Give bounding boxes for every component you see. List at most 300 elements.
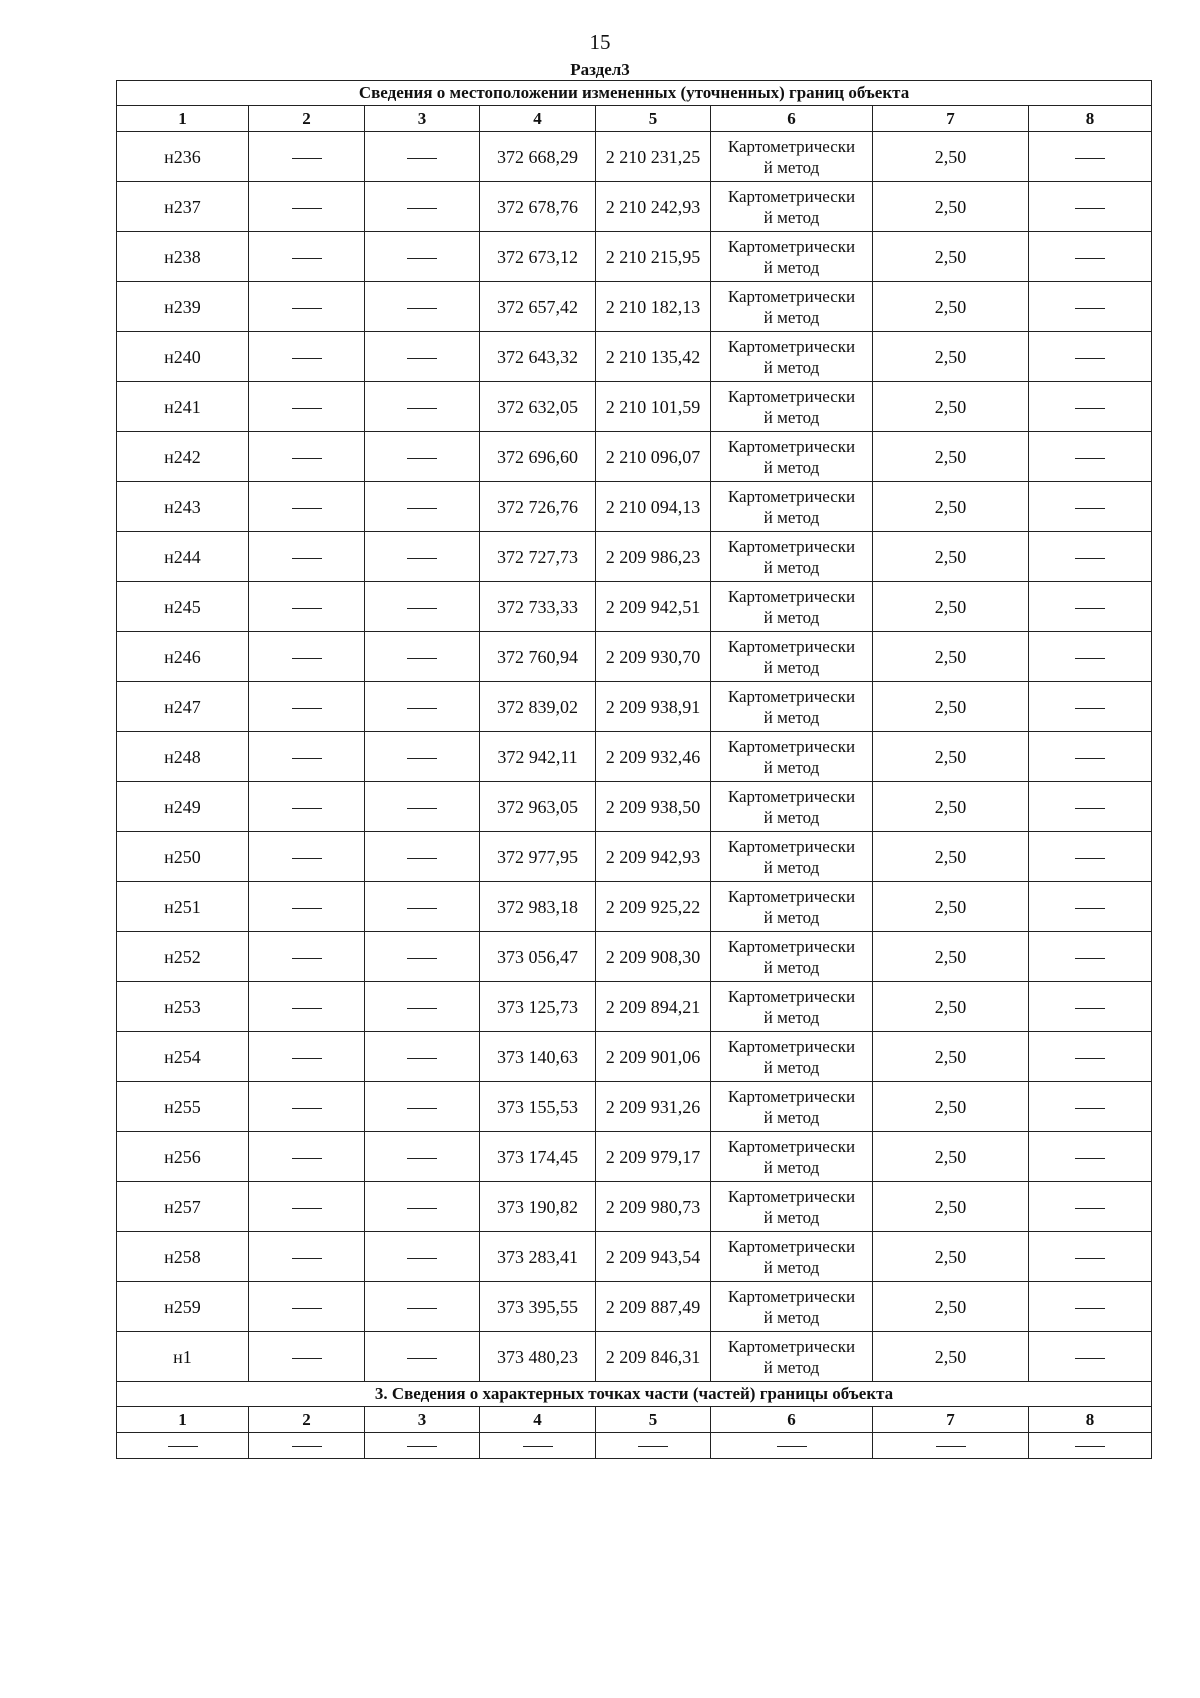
table-row [117, 932, 1152, 982]
method-line: й метод [763, 1357, 820, 1377]
method-line: й метод [763, 507, 820, 527]
coordinate-y: 2 209 908,30 [596, 932, 711, 982]
table-row [117, 732, 1152, 782]
accuracy-value: 2,50 [873, 482, 1029, 532]
method-cell [711, 632, 873, 682]
point-name: н251 [117, 882, 249, 932]
coordinate-y: 2 209 925,22 [596, 882, 711, 932]
empty-cell [249, 432, 365, 482]
dash-mark [1075, 308, 1105, 309]
column-number-row [117, 1407, 1152, 1433]
coordinate-y: 2 209 942,51 [596, 582, 711, 632]
method-line: Картометрически [727, 1086, 856, 1106]
empty-cell [365, 382, 480, 432]
method-line: й метод [763, 307, 820, 327]
empty-cell [249, 482, 365, 532]
table-row [117, 782, 1152, 832]
empty-cell [365, 1332, 480, 1382]
table-body [117, 81, 1152, 1459]
method-line: Картометрически [727, 1336, 856, 1356]
empty-cell [365, 432, 480, 482]
empty-cell [249, 282, 365, 332]
empty-cell [249, 982, 365, 1032]
method-cell [711, 232, 873, 282]
dash-mark [292, 458, 322, 459]
dash-mark [407, 1258, 437, 1259]
point-name: н241 [117, 382, 249, 432]
method-cell [711, 1182, 873, 1232]
dash-mark [407, 558, 437, 559]
method-line: Картометрически [727, 636, 856, 656]
table-row [117, 1132, 1152, 1182]
coordinate-x: 372 727,73 [480, 532, 596, 582]
method-cell [711, 182, 873, 232]
coordinate-y: 2 209 980,73 [596, 1182, 711, 1232]
empty-cell [249, 332, 365, 382]
coordinate-y: 2 210 215,95 [596, 232, 711, 282]
coordinate-y: 2 210 096,07 [596, 432, 711, 482]
empty-cell [1029, 1232, 1152, 1282]
empty-cell [1029, 1433, 1152, 1459]
table-row [117, 682, 1152, 732]
dash-mark [292, 608, 322, 609]
empty-cell [365, 1032, 480, 1082]
method-cell [711, 1232, 873, 1282]
empty-cell [249, 182, 365, 232]
coordinate-y: 2 210 182,13 [596, 282, 711, 332]
table-row [117, 1332, 1152, 1382]
accuracy-value: 2,50 [873, 882, 1029, 932]
accuracy-value: 2,50 [873, 532, 1029, 582]
coordinate-x: 373 395,55 [480, 1282, 596, 1332]
dash-mark [407, 608, 437, 609]
coordinate-x: 372 839,02 [480, 682, 596, 732]
dash-mark [1075, 1058, 1105, 1059]
coordinate-y: 2 209 901,06 [596, 1032, 711, 1082]
dash-mark [292, 658, 322, 659]
empty-cell [249, 732, 365, 782]
dash-mark [407, 658, 437, 659]
dash-mark [292, 1358, 322, 1359]
coordinate-x: 373 140,63 [480, 1032, 596, 1082]
table-row [117, 882, 1152, 932]
accuracy-value: 2,50 [873, 1132, 1029, 1182]
dash-mark [292, 708, 322, 709]
empty-cell [249, 1032, 365, 1082]
method-line: й метод [763, 1157, 820, 1177]
column-header: 1 [117, 1407, 249, 1433]
method-cell [711, 782, 873, 832]
empty-cell [249, 582, 365, 632]
method-line: Картометрически [727, 886, 856, 906]
dash-mark [777, 1446, 807, 1447]
coordinate-x: 372 696,60 [480, 432, 596, 482]
column-header: 5 [596, 1407, 711, 1433]
accuracy-value: 2,50 [873, 332, 1029, 382]
dash-mark [292, 858, 322, 859]
coordinate-x: 372 643,32 [480, 332, 596, 382]
coordinate-y: 2 210 135,42 [596, 332, 711, 382]
coordinate-x: 372 733,33 [480, 582, 596, 632]
method-cell [711, 882, 873, 932]
method-line: й метод [763, 1007, 820, 1027]
empty-cell [249, 1332, 365, 1382]
empty-cell [1029, 682, 1152, 732]
accuracy-value: 2,50 [873, 982, 1029, 1032]
dash-mark [292, 258, 322, 259]
method-line: й метод [763, 907, 820, 927]
accuracy-value: 2,50 [873, 1032, 1029, 1082]
method-line: й метод [763, 957, 820, 977]
coordinate-y: 2 209 943,54 [596, 1232, 711, 1282]
point-name: н258 [117, 1232, 249, 1282]
column-header: 7 [873, 106, 1029, 132]
coordinate-y: 2 209 979,17 [596, 1132, 711, 1182]
table-row [117, 182, 1152, 232]
empty-cell [365, 932, 480, 982]
point-name: н236 [117, 132, 249, 182]
dash-mark [292, 908, 322, 909]
accuracy-value: 2,50 [873, 382, 1029, 432]
method-cell [711, 332, 873, 382]
point-name: н257 [117, 1182, 249, 1232]
dash-mark [407, 1158, 437, 1159]
point-name: н255 [117, 1082, 249, 1132]
method-line: Картометрически [727, 1036, 856, 1056]
method-line: й метод [763, 657, 820, 677]
table-row [117, 382, 1152, 432]
coordinate-y: 2 209 942,93 [596, 832, 711, 882]
method-line: Картометрически [727, 386, 856, 406]
column-header: 7 [873, 1407, 1029, 1433]
coordinate-y: 2 209 938,91 [596, 682, 711, 732]
dash-mark [407, 1208, 437, 1209]
empty-cell [365, 632, 480, 682]
method-line: Картометрически [727, 336, 856, 356]
accuracy-value: 2,50 [873, 1282, 1029, 1332]
coordinate-y: 2 210 094,13 [596, 482, 711, 532]
coordinate-x: 372 942,11 [480, 732, 596, 782]
dash-mark [1075, 658, 1105, 659]
method-line: Картометрически [727, 686, 856, 706]
accuracy-value: 2,50 [873, 832, 1029, 882]
empty-cell [365, 882, 480, 932]
method-line: й метод [763, 457, 820, 477]
empty-cell [249, 1282, 365, 1332]
empty-cell [365, 332, 480, 382]
dash-mark [407, 758, 437, 759]
point-name: н237 [117, 182, 249, 232]
empty-cell [1029, 982, 1152, 1032]
point-name: н256 [117, 1132, 249, 1182]
point-name: н248 [117, 732, 249, 782]
dash-mark [407, 1008, 437, 1009]
empty-cell [1029, 532, 1152, 582]
dash-mark [1075, 908, 1105, 909]
column-header: 4 [480, 106, 596, 132]
dash-mark [292, 1058, 322, 1059]
empty-cell [365, 1182, 480, 1232]
empty-cell [1029, 482, 1152, 532]
method-line: Картометрически [727, 586, 856, 606]
method-line: й метод [763, 1057, 820, 1077]
method-line: й метод [763, 1207, 820, 1227]
coordinate-y: 2 210 242,93 [596, 182, 711, 232]
table-row [117, 1232, 1152, 1282]
empty-cell [1029, 582, 1152, 632]
point-name: н250 [117, 832, 249, 882]
dash-mark [292, 758, 322, 759]
table-row [117, 1282, 1152, 1332]
table-row [117, 632, 1152, 682]
point-name: н1 [117, 1332, 249, 1382]
empty-cell [1029, 432, 1152, 482]
dash-mark [292, 408, 322, 409]
empty-cell [249, 632, 365, 682]
empty-cell [1029, 1082, 1152, 1132]
dash-mark [1075, 1308, 1105, 1309]
dash-mark [1075, 858, 1105, 859]
empty-cell [1029, 1132, 1152, 1182]
empty-cell [249, 782, 365, 832]
coordinate-y: 2 209 931,26 [596, 1082, 711, 1132]
table-row [117, 1182, 1152, 1232]
accuracy-value: 2,50 [873, 782, 1029, 832]
dash-mark [1075, 1158, 1105, 1159]
coordinate-y: 2 209 846,31 [596, 1332, 711, 1382]
column-header: 8 [1029, 1407, 1152, 1433]
method-line: й метод [763, 157, 820, 177]
accuracy-value: 2,50 [873, 232, 1029, 282]
empty-cell [1029, 132, 1152, 182]
dash-mark [292, 1108, 322, 1109]
method-line: Картометрически [727, 786, 856, 806]
table-caption-row [117, 81, 1152, 106]
empty-cell [249, 832, 365, 882]
empty-cell [365, 182, 480, 232]
column-header: 4 [480, 1407, 596, 1433]
method-line: й метод [763, 607, 820, 627]
method-line: Картометрически [727, 486, 856, 506]
dash-mark [407, 358, 437, 359]
empty-cell [1029, 832, 1152, 882]
method-line: й метод [763, 257, 820, 277]
point-name: н238 [117, 232, 249, 282]
empty-cell [249, 1232, 365, 1282]
empty-cell [249, 1132, 365, 1182]
empty-cell [365, 282, 480, 332]
method-line: й метод [763, 1107, 820, 1127]
dash-mark [407, 158, 437, 159]
accuracy-value: 2,50 [873, 1232, 1029, 1282]
dash-mark [407, 808, 437, 809]
empty-cell [365, 1232, 480, 1282]
empty-cell [1029, 632, 1152, 682]
method-line: Картометрически [727, 186, 856, 206]
dash-mark [407, 1446, 437, 1447]
empty-cell [249, 232, 365, 282]
dash-mark [1075, 1208, 1105, 1209]
table-row [117, 482, 1152, 532]
method-cell [711, 832, 873, 882]
dash-mark [292, 1308, 322, 1309]
subsection-caption: 3. Сведения о характерных точках части (частей) границы объекта [117, 1382, 1152, 1407]
method-cell [711, 1332, 873, 1382]
empty-cell [249, 1082, 365, 1132]
dash-mark [292, 1258, 322, 1259]
column-header: 5 [596, 106, 711, 132]
section-title: Раздел3 [570, 60, 630, 79]
column-number-row [117, 106, 1152, 132]
method-line: й метод [763, 557, 820, 577]
table-row [117, 982, 1152, 1032]
dash-mark [1075, 158, 1105, 159]
dash-mark [292, 158, 322, 159]
coordinate-x: 373 174,45 [480, 1132, 596, 1182]
accuracy-value: 2,50 [873, 932, 1029, 982]
point-name: н243 [117, 482, 249, 532]
empty-cell [365, 832, 480, 882]
method-line: Картометрически [727, 836, 856, 856]
column-header: 3 [365, 106, 480, 132]
empty-cell [1029, 282, 1152, 332]
subsection-caption-row [117, 1382, 1152, 1407]
method-cell [711, 382, 873, 432]
column-header: 6 [711, 1407, 873, 1433]
point-name: н252 [117, 932, 249, 982]
method-line: й метод [763, 1257, 820, 1277]
method-line: Картометрически [727, 1236, 856, 1256]
dash-mark [1075, 458, 1105, 459]
point-name: н242 [117, 432, 249, 482]
method-cell [711, 1132, 873, 1182]
dash-mark [292, 1208, 322, 1209]
empty-cell [117, 1433, 249, 1459]
method-cell [711, 532, 873, 582]
dash-mark [407, 1358, 437, 1359]
table-caption: Сведения о местоположении измененных (уточненных) границ объекта [117, 81, 1152, 106]
method-line: й метод [763, 857, 820, 877]
empty-cell [249, 1433, 365, 1459]
dash-mark [1075, 808, 1105, 809]
coordinate-x: 372 963,05 [480, 782, 596, 832]
empty-cell [249, 882, 365, 932]
coordinate-x: 372 726,76 [480, 482, 596, 532]
dash-mark [292, 1158, 322, 1159]
dash-mark [407, 458, 437, 459]
coordinate-y: 2 209 894,21 [596, 982, 711, 1032]
empty-row [117, 1433, 1152, 1459]
method-line: й метод [763, 757, 820, 777]
column-header: 2 [249, 1407, 365, 1433]
accuracy-value: 2,50 [873, 432, 1029, 482]
dash-mark [1075, 608, 1105, 609]
dash-mark [407, 1058, 437, 1059]
dash-mark [292, 958, 322, 959]
empty-cell [365, 732, 480, 782]
accuracy-value: 2,50 [873, 632, 1029, 682]
method-line: Картометрически [727, 536, 856, 556]
empty-cell [365, 1282, 480, 1332]
point-name: н245 [117, 582, 249, 632]
empty-cell [1029, 932, 1152, 982]
method-line: й метод [763, 807, 820, 827]
dash-mark [407, 258, 437, 259]
empty-cell [1029, 732, 1152, 782]
point-name: н239 [117, 282, 249, 332]
empty-cell [1029, 1182, 1152, 1232]
coordinate-x: 373 155,53 [480, 1082, 596, 1132]
coordinate-y: 2 209 986,23 [596, 532, 711, 582]
coordinate-x: 372 977,95 [480, 832, 596, 882]
table-row [117, 582, 1152, 632]
accuracy-value: 2,50 [873, 1082, 1029, 1132]
table-row [117, 1082, 1152, 1132]
method-line: Картометрически [727, 136, 856, 156]
method-line: Картометрически [727, 986, 856, 1006]
dash-mark [407, 708, 437, 709]
empty-cell [365, 1082, 480, 1132]
coordinate-x: 372 983,18 [480, 882, 596, 932]
empty-cell [1029, 182, 1152, 232]
method-cell [711, 132, 873, 182]
dash-mark [1075, 1008, 1105, 1009]
boundary-coordinates-table [116, 80, 1152, 1459]
point-name: н253 [117, 982, 249, 1032]
method-cell [711, 1032, 873, 1082]
column-header: 2 [249, 106, 365, 132]
dash-mark [1075, 558, 1105, 559]
coordinate-y: 2 209 930,70 [596, 632, 711, 682]
method-line: Картометрически [727, 436, 856, 456]
dash-mark [407, 408, 437, 409]
empty-cell [365, 1433, 480, 1459]
dash-mark [292, 808, 322, 809]
method-line: Картометрически [727, 236, 856, 256]
point-name: н247 [117, 682, 249, 732]
table-row [117, 532, 1152, 582]
dash-mark [407, 1308, 437, 1309]
method-line: Картометрически [727, 1286, 856, 1306]
table-row [117, 232, 1152, 282]
dash-mark [1075, 208, 1105, 209]
dash-mark [168, 1446, 198, 1447]
dash-mark [292, 208, 322, 209]
dash-mark [292, 1446, 322, 1447]
method-cell [711, 282, 873, 332]
table-row [117, 282, 1152, 332]
accuracy-value: 2,50 [873, 682, 1029, 732]
dash-mark [407, 908, 437, 909]
coordinate-y: 2 209 887,49 [596, 1282, 711, 1332]
method-line: Картометрически [727, 1186, 856, 1206]
coordinate-x: 372 632,05 [480, 382, 596, 432]
point-name: н244 [117, 532, 249, 582]
accuracy-value: 2,50 [873, 132, 1029, 182]
accuracy-value: 2,50 [873, 1332, 1029, 1382]
dash-mark [1075, 1358, 1105, 1359]
empty-cell [1029, 332, 1152, 382]
dash-mark [292, 1008, 322, 1009]
coordinate-x: 372 673,12 [480, 232, 596, 282]
dash-mark [407, 858, 437, 859]
empty-cell [365, 582, 480, 632]
empty-cell [249, 682, 365, 732]
table-row [117, 332, 1152, 382]
method-line: Картометрически [727, 736, 856, 756]
empty-cell [711, 1433, 873, 1459]
empty-cell [365, 132, 480, 182]
